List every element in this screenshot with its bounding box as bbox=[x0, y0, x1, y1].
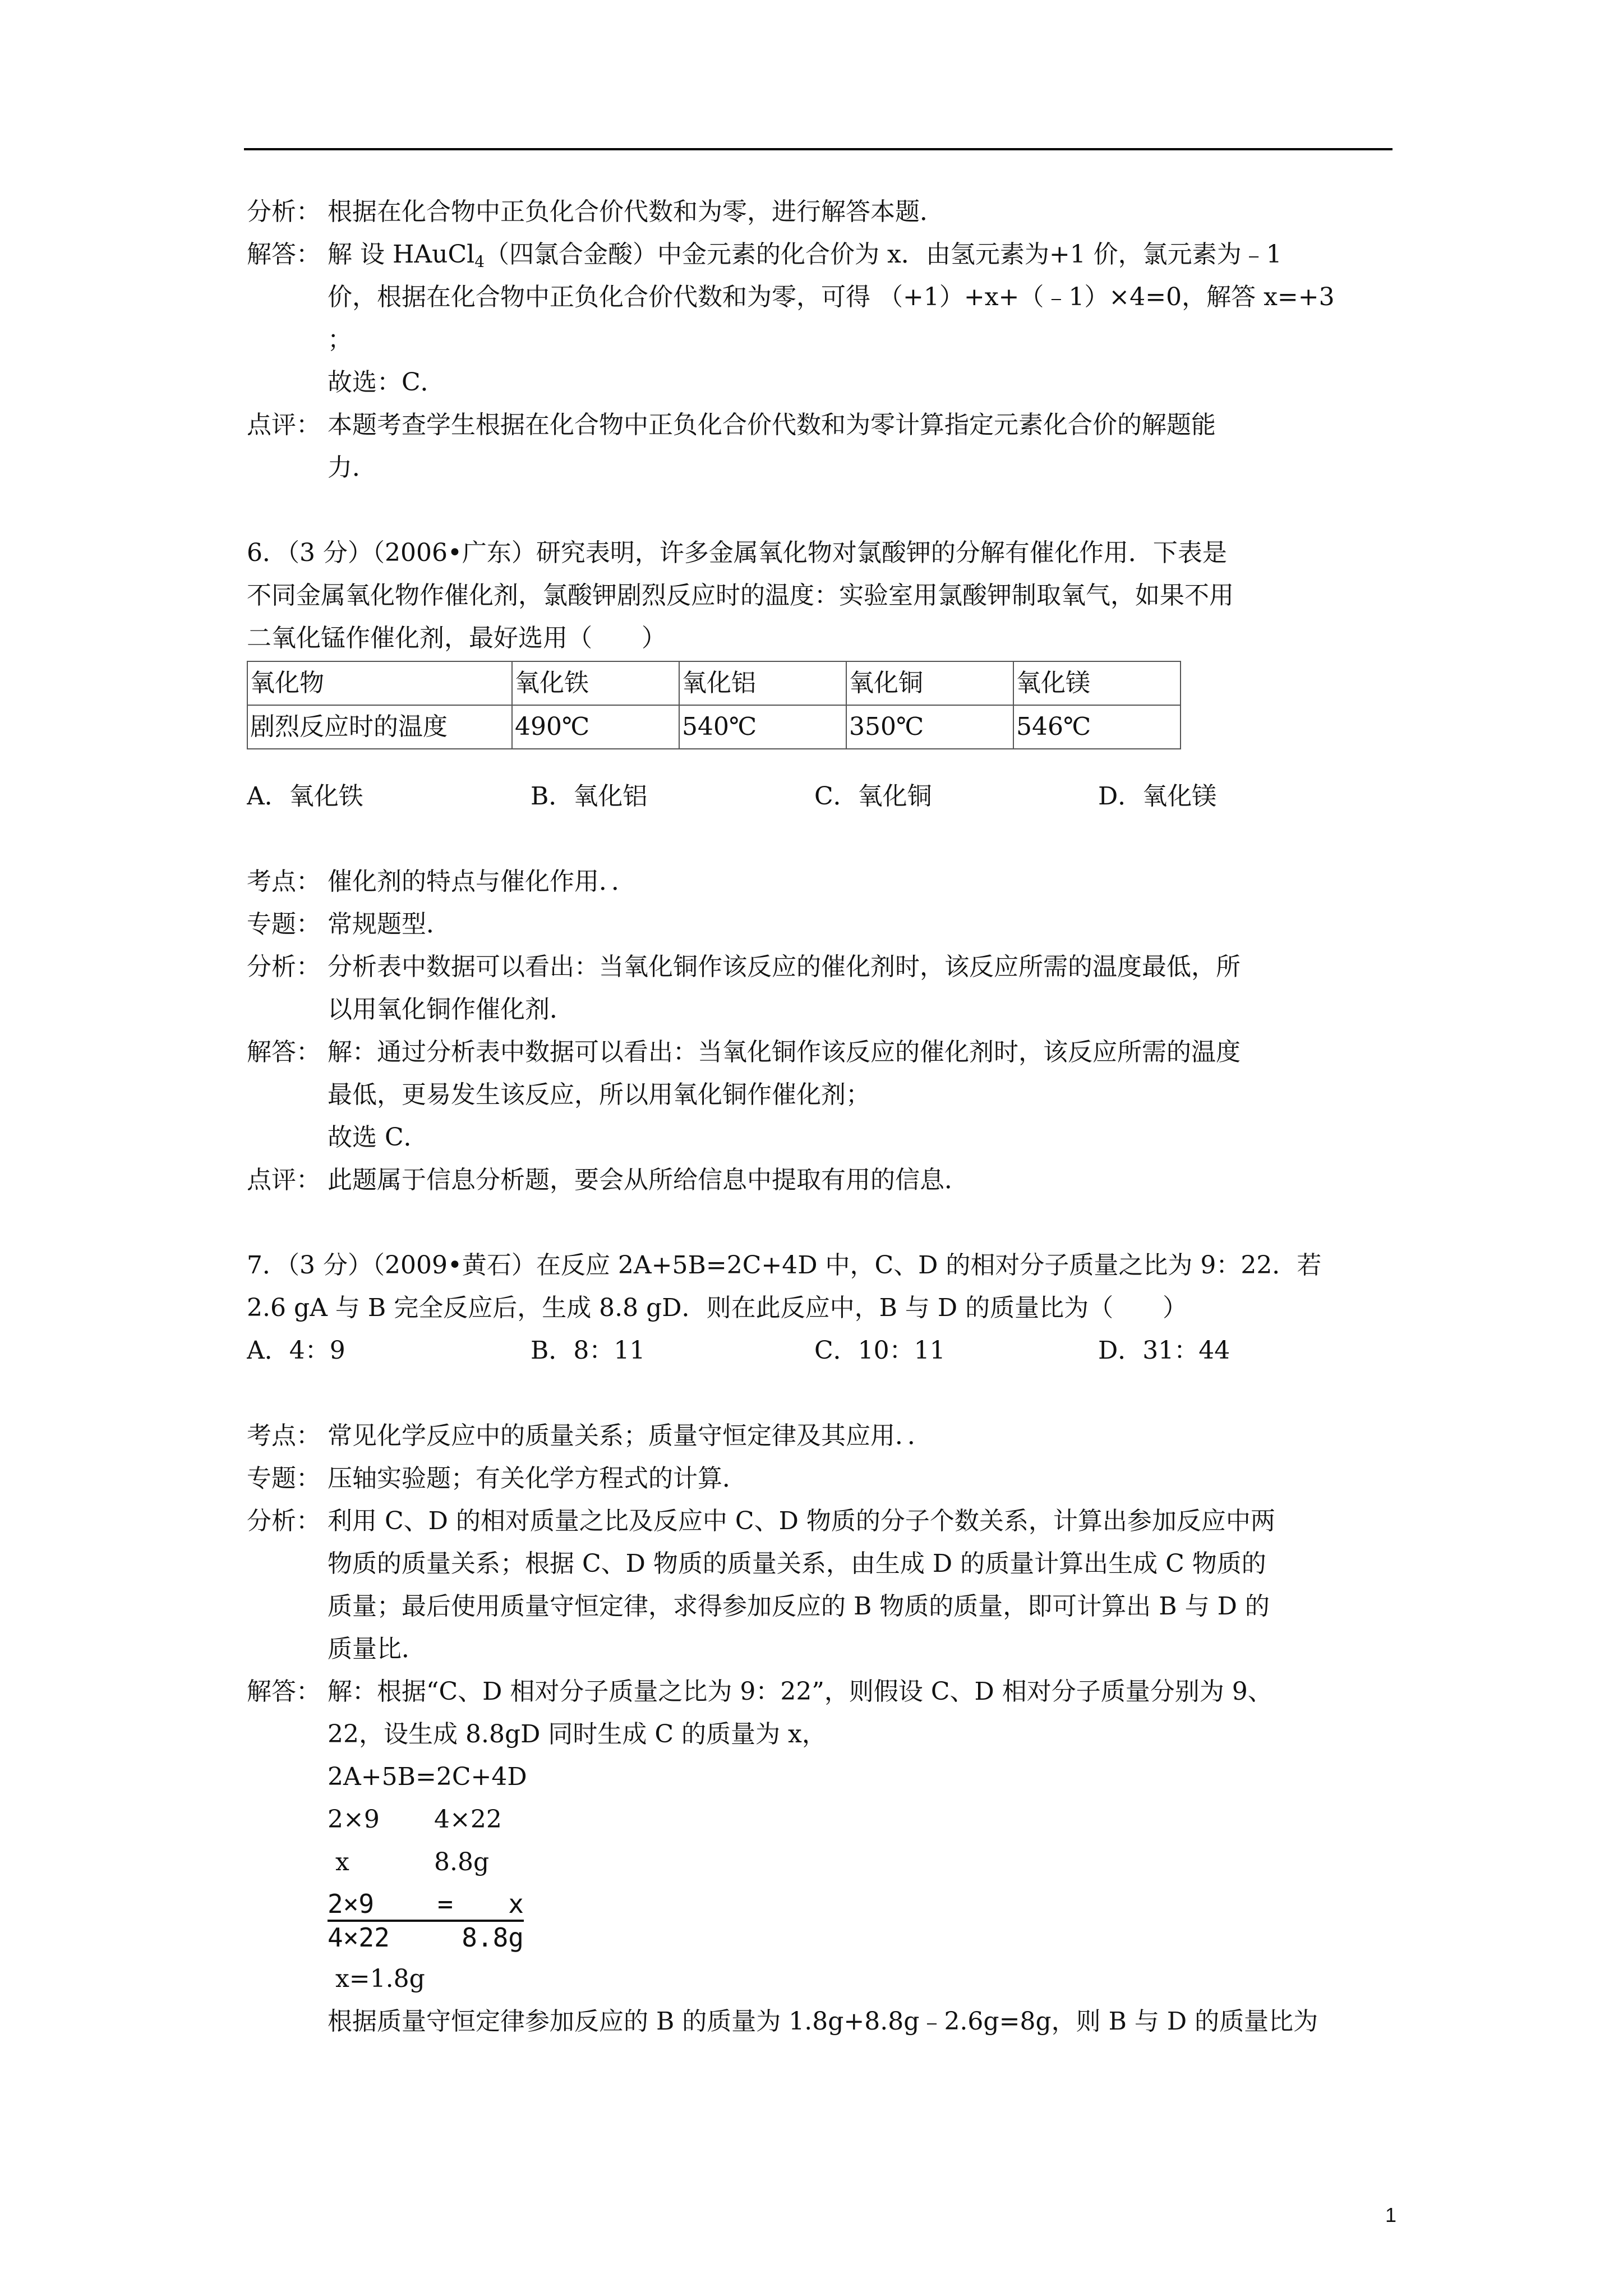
q7-analysis-line-2: 物质的质量关系；根据 C、D 物质的质量关系，由生成 D 的质量计算出生成 C 物质的 bbox=[328, 1549, 1266, 1578]
q5-answer-line-1-post: （四氯合金酸）中金元素的化合价为 x．由氢元素为+1 价，氯元素为﹣1 bbox=[485, 240, 1282, 269]
q7-equation: 2A+5B=2C+4D bbox=[328, 1763, 527, 1791]
q6-line-1: 6．（3 分）（2006•广东）研究表明，许多金属氧化物对氯酸钾的分解有催化作用．下表是 bbox=[247, 539, 1227, 567]
q6-answer-line-1: 解：通过分析表中数据可以看出：当氧化铜作该反应的催化剂时，该反应所需的温度 bbox=[328, 1038, 1241, 1066]
q7-analysis-line-4: 质量比． bbox=[328, 1635, 426, 1663]
q6-topic-text: 常规题型． bbox=[328, 910, 451, 938]
spacer bbox=[247, 1202, 1394, 1244]
q6-answer-line-3: 故选 C． bbox=[328, 1123, 428, 1152]
table-cell: 氧化铁 bbox=[512, 661, 679, 705]
q6-point-text: 催化剂的特点与催化作用．． bbox=[328, 867, 636, 896]
fraction-den-right: 8.8g bbox=[462, 1922, 524, 1953]
spacer bbox=[247, 818, 1394, 861]
table-cell: 350℃ bbox=[846, 705, 1013, 749]
q7-answer bbox=[247, 1671, 1394, 2043]
q5-answer-line-1-sub: 4 bbox=[474, 252, 485, 271]
q6-stem bbox=[247, 532, 1394, 660]
table-cell: 氧化镁 bbox=[1013, 661, 1181, 705]
q5-comment-line-1: 本题考查学生根据在化合物中正负化合价代数和为零计算指定元素化合价的解题能 bbox=[328, 411, 1216, 439]
q5-answer-label: 解答： bbox=[247, 240, 321, 269]
fraction-num-left: 2×9 bbox=[328, 1889, 375, 1919]
q5-analysis bbox=[247, 191, 1394, 233]
q6-point bbox=[247, 861, 1394, 903]
q7-analysis-line-3: 质量；最后使用质量守恒定律，求得参加反应的 B 物质的质量，即可计算出 B 与 D 的 bbox=[328, 1592, 1270, 1621]
fraction-num-right: x bbox=[508, 1889, 524, 1919]
q7-stem bbox=[247, 1244, 1394, 1329]
table-row bbox=[247, 661, 1181, 705]
q5-answer-line-1 bbox=[328, 233, 1394, 276]
table-cell: 剧烈反应时的温度 bbox=[247, 705, 512, 749]
q6-comment bbox=[247, 1159, 1394, 1202]
q6-line-3: 二氧化锰作催化剂，最好选用（ ） bbox=[247, 624, 666, 652]
q7-mass-value-row bbox=[328, 1841, 1394, 1884]
q6-option-b: B．氧化铝 bbox=[531, 782, 648, 811]
q6-analysis-line-2: 以用氧化铜作催化剂． bbox=[328, 995, 574, 1024]
q7-point-label: 考点： bbox=[247, 1421, 321, 1450]
q5-answer-line-4: 故选：C． bbox=[328, 368, 445, 397]
q6-option-c: C．氧化铜 bbox=[814, 782, 932, 811]
q7-topic-text: 压轴实验题；有关化学方程式的计算． bbox=[328, 1464, 747, 1493]
q7-point bbox=[247, 1415, 1394, 1457]
q6-analysis-line-1: 分析表中数据可以看出：当氧化铜作该反应的催化剂时，该反应所需的温度最低，所 bbox=[328, 953, 1241, 981]
table-row bbox=[247, 705, 1181, 749]
table-cell: 氧化铜 bbox=[846, 661, 1013, 705]
table-cell: 546℃ bbox=[1013, 705, 1181, 749]
q7-topic bbox=[247, 1457, 1394, 1500]
q7-answer-label: 解答： bbox=[247, 1677, 321, 1706]
q7-answer-line-2: 22，设生成 8.8gD 同时生成 C 的质量为 x， bbox=[328, 1720, 827, 1749]
q7-line-1: 7．（3 分）（2009•黄石）在反应 2A+5B=2C+4D 中，C、D 的相对分子质量之比为 9：22．若 bbox=[247, 1251, 1322, 1280]
table-cell: 490℃ bbox=[512, 705, 679, 749]
q7-mass-c: x bbox=[328, 1848, 349, 1876]
q6-analysis bbox=[247, 946, 1394, 1031]
table-cell: 氧化物 bbox=[247, 661, 512, 705]
q5-comment-label: 点评： bbox=[247, 411, 321, 439]
spacer bbox=[247, 1372, 1394, 1415]
q5-answer-line-2: 价，根据在化合物中正负化合价代数和为零，可得 （+1）+x+（﹣1）×4=0，解答 x=+3 bbox=[328, 283, 1335, 311]
q6-line-2: 不同金属氧化物作催化剂，氯酸钾剧烈反应时的温度：实验室用氯酸钾制取氧气，如果不用 bbox=[247, 581, 1234, 610]
q6-answer-line-2: 最低，更易发生该反应，所以用氧化铜作催化剂； bbox=[328, 1080, 870, 1109]
q7-option-b: B．8：11 bbox=[531, 1336, 645, 1365]
q5-comment-line-2: 力． bbox=[328, 453, 377, 482]
q7-analysis-label: 分析： bbox=[247, 1507, 321, 1535]
q7-option-c: C．10：11 bbox=[814, 1336, 946, 1365]
header-rule bbox=[244, 148, 1393, 150]
q6-options bbox=[247, 775, 1394, 818]
q5-comment bbox=[247, 404, 1394, 489]
q6-comment-text: 此题属于信息分析题，要会从所给信息中提取有用的信息． bbox=[328, 1166, 969, 1194]
q7-ratio-c: 2×9 bbox=[328, 1805, 380, 1834]
fraction-numerator bbox=[328, 1888, 524, 1922]
q5-analysis-label: 分析： bbox=[247, 197, 321, 226]
q6-analysis-label: 分析： bbox=[247, 953, 321, 981]
q6-topic-label: 专题： bbox=[247, 910, 321, 938]
q7-analysis bbox=[247, 1500, 1394, 1671]
q6-answer-label: 解答： bbox=[247, 1038, 321, 1066]
q7-mass-ratio-row bbox=[328, 1798, 1394, 1841]
q7-answer-line-1: 解：根据“C、D 相对分子质量之比为 9：22”，则假设 C、D 相对分子质量分别为 9、 bbox=[328, 1677, 1272, 1706]
table-cell: 氧化铝 bbox=[679, 661, 846, 705]
q5-answer-line-3: ； bbox=[328, 325, 352, 354]
q5-answer-line-1-pre: 解 设 HAuCl bbox=[328, 240, 475, 269]
q5-analysis-text: 根据在化合物中正负化合价代数和为零，进行解答本题． bbox=[328, 197, 944, 226]
q7-options bbox=[247, 1329, 1394, 1372]
q7-proportion-fraction bbox=[328, 1888, 524, 1953]
q7-option-d: D．31：44 bbox=[1098, 1336, 1230, 1365]
q7-point-text: 常见化学反应中的质量关系；质量守恒定律及其应用．． bbox=[328, 1421, 932, 1450]
fraction-equals: = bbox=[437, 1889, 453, 1919]
table-cell: 540℃ bbox=[679, 705, 846, 749]
q6-topic bbox=[247, 903, 1394, 946]
spacer bbox=[247, 749, 1394, 775]
q6-data-table bbox=[247, 661, 1181, 749]
fraction-denominator bbox=[328, 1922, 524, 1953]
q7-mass-d: 8.8g bbox=[434, 1848, 490, 1876]
q6-option-a: A．氧化铁 bbox=[247, 782, 363, 811]
q6-option-d: D．氧化镁 bbox=[1098, 782, 1217, 811]
q6-comment-label: 点评： bbox=[247, 1166, 321, 1194]
q7-topic-label: 专题： bbox=[247, 1464, 321, 1493]
q7-final-line: 根据质量守恒定律参加反应的 B 的质量为 1.8g+8.8g﹣2.6g=8g，则 B 与 D 的质量比为 bbox=[328, 2007, 1318, 2036]
q7-result: x=1.8g bbox=[328, 1964, 425, 1993]
spacer bbox=[247, 489, 1394, 532]
q6-answer bbox=[247, 1031, 1394, 1159]
page-number: 1 bbox=[1385, 2203, 1396, 2226]
q7-option-a: A．4：9 bbox=[247, 1336, 345, 1365]
q5-answer bbox=[247, 233, 1394, 404]
page-content bbox=[247, 191, 1394, 2043]
fraction-den-left: 4×22 bbox=[328, 1922, 390, 1953]
q7-line-2: 2.6 gA 与 B 完全反应后，生成 8.8 gD．则在此反应中，B 与 D 的质量比为（ ） bbox=[247, 1294, 1188, 1322]
fraction-spacer bbox=[434, 1922, 457, 1953]
q7-ratio-d: 4×22 bbox=[434, 1805, 502, 1834]
q6-point-label: 考点： bbox=[247, 867, 321, 896]
q7-analysis-line-1: 利用 C、D 的相对质量之比及反应中 C、D 物质的分子个数关系，计算出参加反应中两 bbox=[328, 1507, 1275, 1535]
